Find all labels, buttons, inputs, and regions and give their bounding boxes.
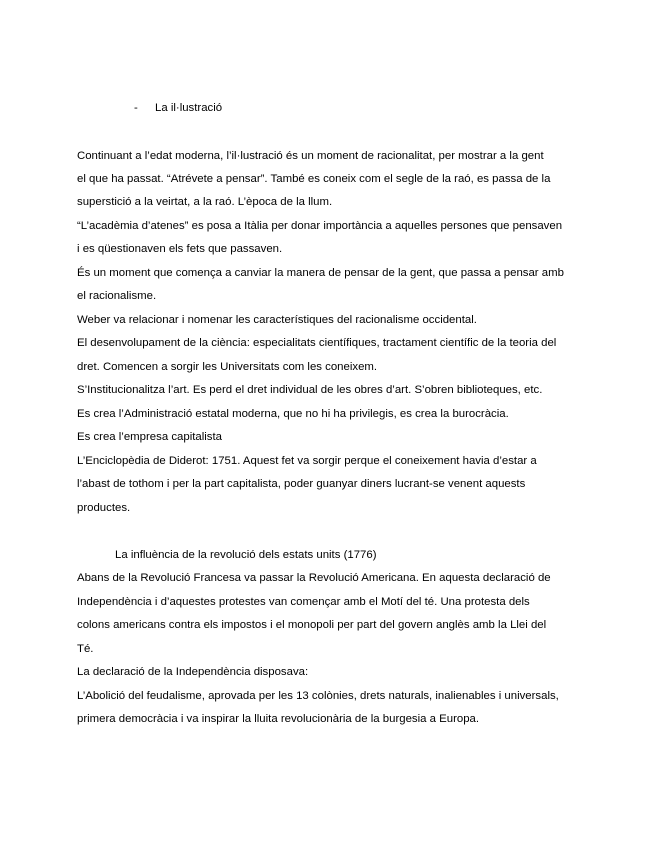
paragraph-line: S’Institucionalitza l’art. Es perd el dret individual de les obres d’art. S’obren biblioteques, etc. <box>77 384 543 396</box>
paragraph-line: colons americans contra els impostos i el monopoli per part del govern anglès amb la Llei del <box>77 619 547 631</box>
paragraph-line: dret. Comencen a sorgir les Universitats com les coneixem. <box>77 361 378 373</box>
paragraph-line: el que ha passat. “Atrévete a pensar”. També es coneix com el segle de la raó, es passa de la <box>77 173 551 185</box>
paragraph-line: el racionalisme. <box>77 290 157 302</box>
paragraph-line: i es qüestionaven els fets que passaven. <box>77 243 283 255</box>
paragraph-line: El desenvolupament de la ciència: especialitats científiques, tractament científic de la teoria del <box>77 337 557 349</box>
section-heading: La il·lustració <box>155 102 223 114</box>
paragraph-line: productes. <box>77 502 131 514</box>
paragraph-line: “L’acadèmia d’atenes” es posa a Itàlia per donar importància a aquelles persones que pensaven <box>77 220 563 232</box>
paragraph-line: És un moment que comença a canviar la manera de pensar de la gent, que passa a pensar amb <box>77 267 564 279</box>
paragraph-line: Té. <box>77 643 94 655</box>
paragraph-line: Abans de la Revolució Francesa va passar la Revolució Americana. En aquesta declaració de <box>77 572 551 584</box>
paragraph-line: Independència i d’aquestes protestes van començar amb el Motí del té. Una protesta dels <box>77 596 530 608</box>
paragraph-line: l’abast de tothom i per la part capitalista, poder guanyar diners lucrant-se venent aquests <box>77 478 526 490</box>
paragraph-line: Es crea l’Administració estatal moderna, que no hi ha privilegis, es crea la burocràcia. <box>77 408 509 420</box>
bullet-dash: - <box>134 102 138 114</box>
paragraph-line: primera democràcia i va inspirar la lluita revolucionària de la burgesia a Europa. <box>77 713 480 725</box>
paragraph-line: superstició a la veirtat, a la raó. L’època de la llum. <box>77 196 333 208</box>
paragraph-line: Continuant a l’edat moderna, l’il·lustració és un moment de racionalitat, per mostrar a la gent <box>77 150 544 162</box>
paragraph-line: Es crea l’empresa capitalista <box>77 431 222 443</box>
section-heading: La influència de la revolució dels estats units (1776) <box>115 549 377 561</box>
paragraph-line: La declaració de la Independència disposava: <box>77 666 309 678</box>
paragraph-line: L’Enciclopèdia de Diderot: 1751. Aquest fet va sorgir perque el coneixement havia d’estar a <box>77 455 537 467</box>
paragraph-line: L’Abolició del feudalisme, aprovada per les 13 colònies, drets naturals, inalienables i universals, <box>77 690 559 702</box>
paragraph-line: Weber va relacionar i nomenar les característiques del racionalisme occidental. <box>77 314 477 326</box>
